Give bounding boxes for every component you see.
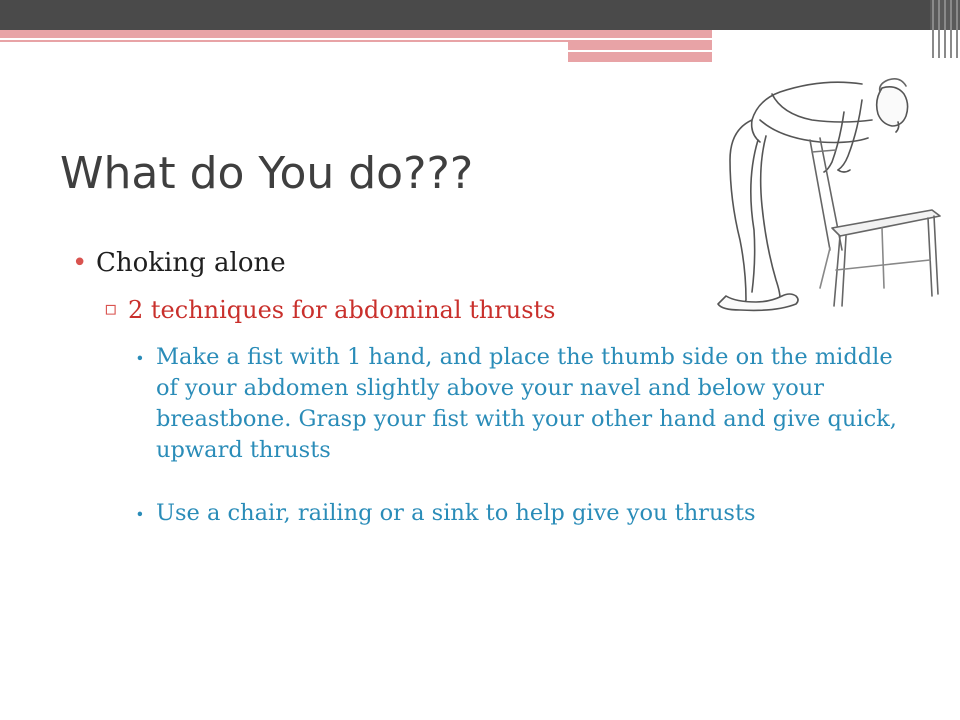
bullet-glyph: ∙ bbox=[136, 348, 144, 367]
top-bar bbox=[0, 0, 930, 30]
bullet-text: Make a fist with 1 hand, and place the thumb side on the middle of your abdomen slightly above your navel and below your breastbone. Grasp your fist with your other hand and give quick, upward thrusts bbox=[156, 344, 897, 463]
bullet-glyph: ∙ bbox=[136, 504, 144, 523]
slide-title: What do You do??? bbox=[60, 148, 474, 199]
accent-band-top bbox=[0, 30, 712, 42]
accent-band-line bbox=[0, 38, 712, 40]
bullet-text: Choking alone bbox=[96, 248, 286, 278]
bullet-chair-technique bbox=[136, 498, 906, 529]
bullet-fist-technique bbox=[136, 342, 906, 466]
accent-band-step bbox=[568, 42, 712, 62]
accent-band-step-line bbox=[568, 50, 712, 52]
bullet-glyph: ▫ bbox=[104, 296, 118, 320]
corner-stripes bbox=[930, 0, 960, 58]
bullet-text: 2 techniques for abdominal thrusts bbox=[128, 296, 556, 324]
bullet-text: Use a chair, railing or a sink to help give you thrusts bbox=[156, 500, 756, 526]
bullet-glyph: • bbox=[72, 248, 88, 278]
man-bending-over-chair-illustration bbox=[712, 60, 942, 320]
